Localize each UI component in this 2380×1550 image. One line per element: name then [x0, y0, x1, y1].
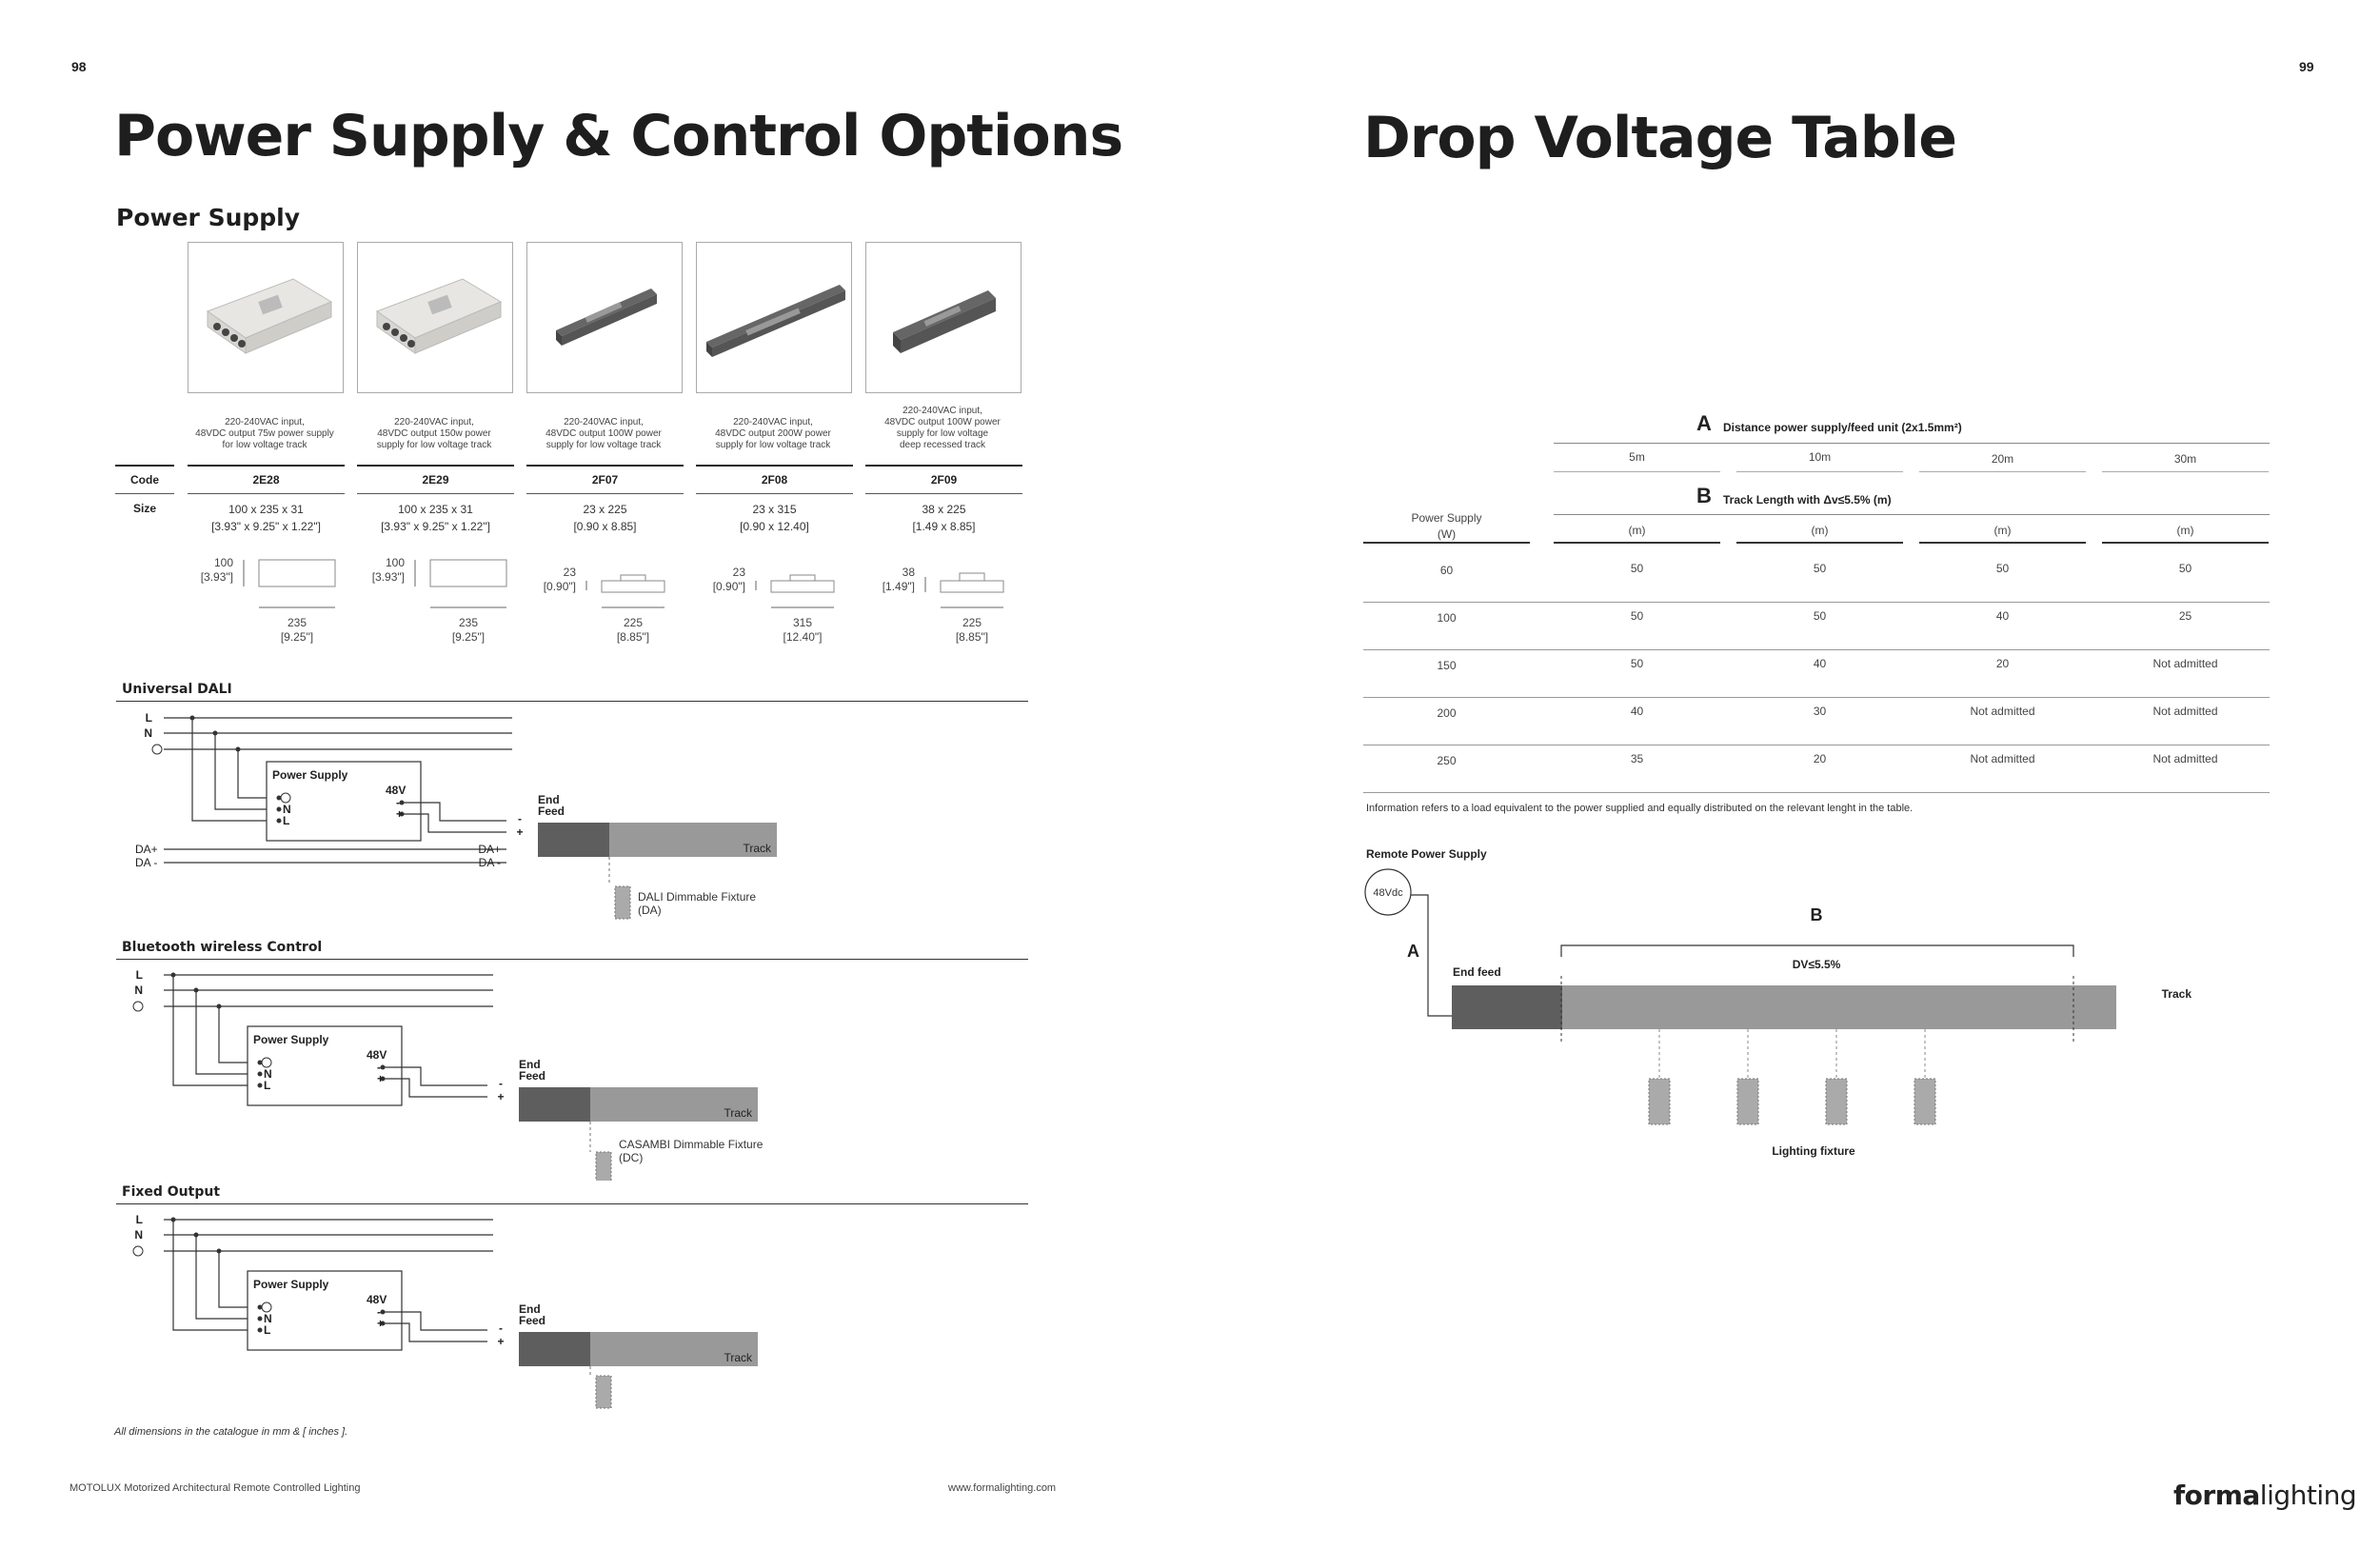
- dim-height-in: [0.90"]: [543, 580, 576, 593]
- remote-power-supply-diagram: [1361, 862, 2266, 1176]
- feed-label: Feed: [538, 805, 565, 818]
- table-cell: 20: [1813, 752, 1827, 765]
- table-label-b: B: [1696, 484, 1712, 507]
- voltage-label: 48V: [367, 1048, 387, 1062]
- dali-minus-label: DA -: [478, 856, 501, 869]
- divider: [865, 465, 1022, 467]
- product-size: 100 x 235 x 31 [3.93" x 9.25" x 1.22"]: [381, 503, 490, 533]
- divider: [188, 465, 345, 467]
- divider: [1554, 514, 2270, 515]
- wire-label-n: N: [264, 1067, 272, 1081]
- divider: [1736, 542, 1903, 544]
- fixture-sub-label: (DA): [638, 904, 662, 917]
- track-label: Track: [2161, 987, 2192, 1001]
- divider: [1919, 471, 2086, 472]
- plus-label: +: [497, 1090, 505, 1103]
- row-label-size: Size: [132, 502, 156, 515]
- divider: [865, 493, 1022, 494]
- fixture-label: DALI Dimmable Fixture: [638, 890, 757, 904]
- wiring-diagram-fixed: [114, 1206, 800, 1425]
- divider: [526, 493, 684, 494]
- divider: [1363, 542, 1530, 544]
- table-cell-power: 100: [1437, 611, 1457, 625]
- table-cell: Not admitted: [1970, 705, 2035, 718]
- dim-height: 38: [902, 566, 915, 579]
- page-number-left: 98: [71, 59, 87, 74]
- lighting-fixture-label: Lighting fixture: [1772, 1144, 1855, 1158]
- minus-label: -: [396, 796, 400, 809]
- footer-left-text: MOTOLUX Motorized Architectural Remote Controlled Lighting: [69, 1482, 361, 1494]
- wire-label-n: N: [144, 726, 152, 740]
- product-code: 2F08: [761, 473, 788, 487]
- track-label: Track: [743, 842, 771, 855]
- product-size: 100 x 235 x 31 [3.93" x 9.25" x 1.22"]: [211, 503, 321, 533]
- divider: [1554, 471, 1720, 472]
- table-cell: Not admitted: [1970, 752, 2035, 765]
- power-supply-label: Power Supply: [253, 1033, 329, 1046]
- power-supply-label: Power Supply: [272, 768, 348, 782]
- wire-label-l: L: [264, 1323, 271, 1337]
- minus-label: -: [499, 1321, 503, 1335]
- table-row: [1363, 554, 2270, 603]
- logo-part-lighting: lighting: [2259, 1480, 2357, 1511]
- dim-height-in: [3.93"]: [200, 570, 233, 584]
- product-desc-2f07: 220-240VAC input, 48VDC output 100W power supply for low voltage track: [545, 417, 662, 450]
- wire-label-l: L: [264, 1079, 271, 1092]
- table-cell: 50: [1813, 609, 1827, 623]
- divider: [115, 493, 174, 494]
- product-size: 38 x 225 [1.49 x 8.85]: [912, 503, 976, 533]
- table-cell: Not admitted: [2152, 705, 2218, 718]
- divider: [696, 493, 853, 494]
- page-number-right: 99: [2299, 59, 2314, 74]
- table-header-unit: (m): [1811, 524, 1829, 537]
- table-cell: 40: [1813, 657, 1827, 670]
- dim-width: 225: [962, 616, 982, 629]
- diagram-title-bluetooth: Bluetooth wireless Control: [122, 940, 323, 955]
- remote-power-supply-title: Remote Power Supply: [1366, 847, 1487, 861]
- wire-label-l: L: [283, 814, 290, 827]
- logo-part-forma: forma: [2173, 1480, 2260, 1511]
- product-code: 2E29: [422, 473, 449, 487]
- table-cell: Not admitted: [2152, 752, 2218, 765]
- table-cell: Not admitted: [2152, 657, 2218, 670]
- dim-height-in: [3.93"]: [371, 570, 405, 584]
- dim-width-in: [8.85"]: [616, 630, 650, 644]
- plus-label: +: [396, 807, 404, 821]
- dim-height: 23: [563, 566, 576, 579]
- table-row: [1363, 649, 2270, 698]
- table-cell-power: 150: [1437, 659, 1457, 672]
- divider: [116, 959, 1028, 960]
- table-header-power: Power Supply (W): [1411, 511, 1482, 541]
- wire-label-l: L: [135, 968, 143, 982]
- row-label-code: Code: [130, 473, 159, 487]
- wiring-diagram-bluetooth: [114, 962, 800, 1181]
- table-header-unit: (m): [2176, 524, 2194, 537]
- divider: [357, 493, 514, 494]
- dim-width-in: [9.25"]: [451, 630, 486, 644]
- track-label: Track: [724, 1351, 752, 1364]
- table-cell: 50: [1630, 562, 1644, 575]
- divider: [1554, 443, 2270, 444]
- track-label: Track: [724, 1106, 752, 1120]
- product-desc-2f09: 220-240VAC input, 48VDC output 100W power supply for low voltage deep recessed track: [884, 406, 1001, 450]
- dim-width-in: [8.85"]: [955, 630, 989, 644]
- product-desc-2e29: 220-240VAC input, 48VDC output 150w power supply for low voltage track: [376, 417, 492, 450]
- diagram-label-b: B: [1810, 905, 1823, 924]
- fixture-label: CASAMBI Dimmable Fixture: [619, 1138, 764, 1151]
- table-cell: 20: [1995, 657, 2010, 670]
- footer-url[interactable]: www.formalighting.com: [948, 1482, 1057, 1494]
- divider: [1554, 542, 1720, 544]
- table-row: [1363, 602, 2270, 650]
- table-cell: 50: [1995, 562, 2010, 575]
- fixture-mark: [1737, 1079, 1758, 1124]
- table-cell-power: 60: [1439, 564, 1454, 577]
- dim-height: 100: [385, 556, 405, 569]
- dim-width: 235: [287, 616, 307, 629]
- wire-label-l: L: [135, 1213, 143, 1226]
- table-cell: 30: [1813, 705, 1827, 718]
- divider: [357, 465, 514, 467]
- plus-label: +: [377, 1072, 385, 1085]
- product-size: 23 x 315 [0.90 x 12.40]: [740, 503, 809, 533]
- table-header-distance: 10m: [1808, 450, 1832, 464]
- wire-label-n: N: [283, 803, 291, 816]
- dali-minus-label: DA -: [135, 856, 158, 869]
- plus-label: +: [516, 825, 524, 839]
- product-image-2f09: [865, 242, 1021, 393]
- table-cell-power: 200: [1437, 706, 1457, 720]
- divider: [526, 465, 684, 467]
- divider: [2102, 542, 2269, 544]
- dim-width: 315: [792, 616, 813, 629]
- divider: [116, 1203, 1028, 1204]
- table-cell: 25: [2178, 609, 2192, 623]
- minus-label: -: [499, 1077, 503, 1090]
- end-label: End: [538, 793, 560, 806]
- diagram-title-dali: Universal DALI: [122, 682, 232, 697]
- dali-plus-label: DA+: [135, 843, 158, 856]
- divider: [1736, 471, 1903, 472]
- divider: [2102, 471, 2269, 472]
- info-note: Information refers to a load equivalent to the power supplied and equally distributed on the relevant lenght in the table.: [1366, 803, 1914, 814]
- product-image-2e29: [357, 242, 513, 393]
- product-desc-2f08: 220-240VAC input, 48VDC output 200W power supply for low voltage track: [715, 417, 831, 450]
- fixture-mark: [1914, 1079, 1935, 1124]
- table-cell: 35: [1630, 752, 1644, 765]
- dimension-drawings: [181, 552, 1038, 647]
- wire-label-n: N: [264, 1312, 272, 1325]
- voltage-label: 48V: [386, 784, 407, 797]
- table-header-distance: 5m: [1629, 450, 1645, 464]
- table-row: [1363, 745, 2270, 793]
- table-header-unit: (m): [1993, 524, 2012, 537]
- divider: [115, 465, 174, 467]
- voltage-label: 48V: [367, 1293, 387, 1306]
- feed-label: Feed: [519, 1069, 546, 1083]
- table-header-unit: (m): [1628, 524, 1646, 537]
- dimensions-note: All dimensions in the catalogue in mm & [ inches ].: [114, 1426, 348, 1438]
- table-cell: 40: [1630, 705, 1644, 718]
- table-cell: 50: [2178, 562, 2192, 575]
- wire-label-n: N: [134, 1228, 143, 1242]
- dim-height: 23: [732, 566, 745, 579]
- brand-logo: [2173, 1480, 2356, 1511]
- diagram-title-fixed: Fixed Output: [122, 1184, 221, 1200]
- end-label: End: [519, 1302, 541, 1316]
- table-cell: 50: [1630, 609, 1644, 623]
- divider: [116, 701, 1028, 702]
- product-code: 2F09: [930, 473, 958, 487]
- diagram-label-a: A: [1407, 942, 1419, 961]
- plus-label: +: [497, 1335, 505, 1348]
- divider: [696, 465, 853, 467]
- minus-label: -: [377, 1061, 381, 1074]
- product-image-2e28: [188, 242, 344, 393]
- table-cell: 50: [1813, 562, 1827, 575]
- wire-label-n: N: [134, 984, 143, 997]
- divider: [188, 493, 345, 494]
- dim-width: 225: [623, 616, 644, 629]
- product-code: 2F07: [591, 473, 619, 487]
- dim-height-in: [0.90"]: [712, 580, 745, 593]
- product-image-2f07: [526, 242, 683, 393]
- dim-width-in: [12.40"]: [783, 630, 823, 644]
- dim-height-in: [1.49"]: [882, 580, 915, 593]
- dali-plus-label: DA+: [478, 843, 501, 856]
- minus-label: -: [518, 812, 522, 825]
- dv-label: DV≤5.5%: [1792, 958, 1841, 971]
- section-title-power-supply: Power Supply: [116, 204, 301, 231]
- table-label-b-text: Track Length with Δv≤5.5% (m): [1723, 493, 1892, 507]
- table-cell-power: 250: [1437, 754, 1457, 767]
- page-title-left: Power Supply & Control Options: [114, 103, 1123, 169]
- table-cell: 50: [1630, 657, 1644, 670]
- end-feed-label: End feed: [1453, 965, 1501, 979]
- fixture-sub-label: (DC): [619, 1151, 644, 1164]
- product-size: 23 x 225 [0.90 x 8.85]: [573, 503, 637, 533]
- dim-width-in: [9.25"]: [280, 630, 314, 644]
- table-label-a-text: Distance power supply/feed unit (2x1.5mm²): [1723, 421, 1962, 434]
- table-header-distance: 20m: [1991, 452, 2014, 466]
- fixture-mark: [1649, 1079, 1670, 1124]
- wire-label-l: L: [145, 711, 152, 725]
- power-supply-label: Power Supply: [253, 1278, 329, 1291]
- minus-label: -: [377, 1305, 381, 1319]
- table-header-distance: 30m: [2173, 452, 2197, 466]
- feed-label: Feed: [519, 1314, 546, 1327]
- dim-height: 100: [213, 556, 233, 569]
- vdc-label: 48Vdc: [1373, 887, 1403, 899]
- product-image-2f08: [696, 242, 852, 393]
- table-row: [1363, 697, 2270, 745]
- product-code: 2E28: [252, 473, 280, 487]
- table-label-a: A: [1696, 411, 1712, 435]
- divider: [1919, 542, 2086, 544]
- wiring-diagram-dali: [114, 705, 800, 933]
- table-cell: 40: [1995, 609, 2010, 623]
- plus-label: +: [377, 1317, 385, 1330]
- page-title-right: Drop Voltage Table: [1363, 105, 1956, 171]
- dim-width: 235: [458, 616, 479, 629]
- fixture-mark: [1826, 1079, 1847, 1124]
- end-label: End: [519, 1058, 541, 1071]
- product-desc-2e28: 220-240VAC input, 48VDC output 75w power supply for low voltage track: [195, 417, 334, 450]
